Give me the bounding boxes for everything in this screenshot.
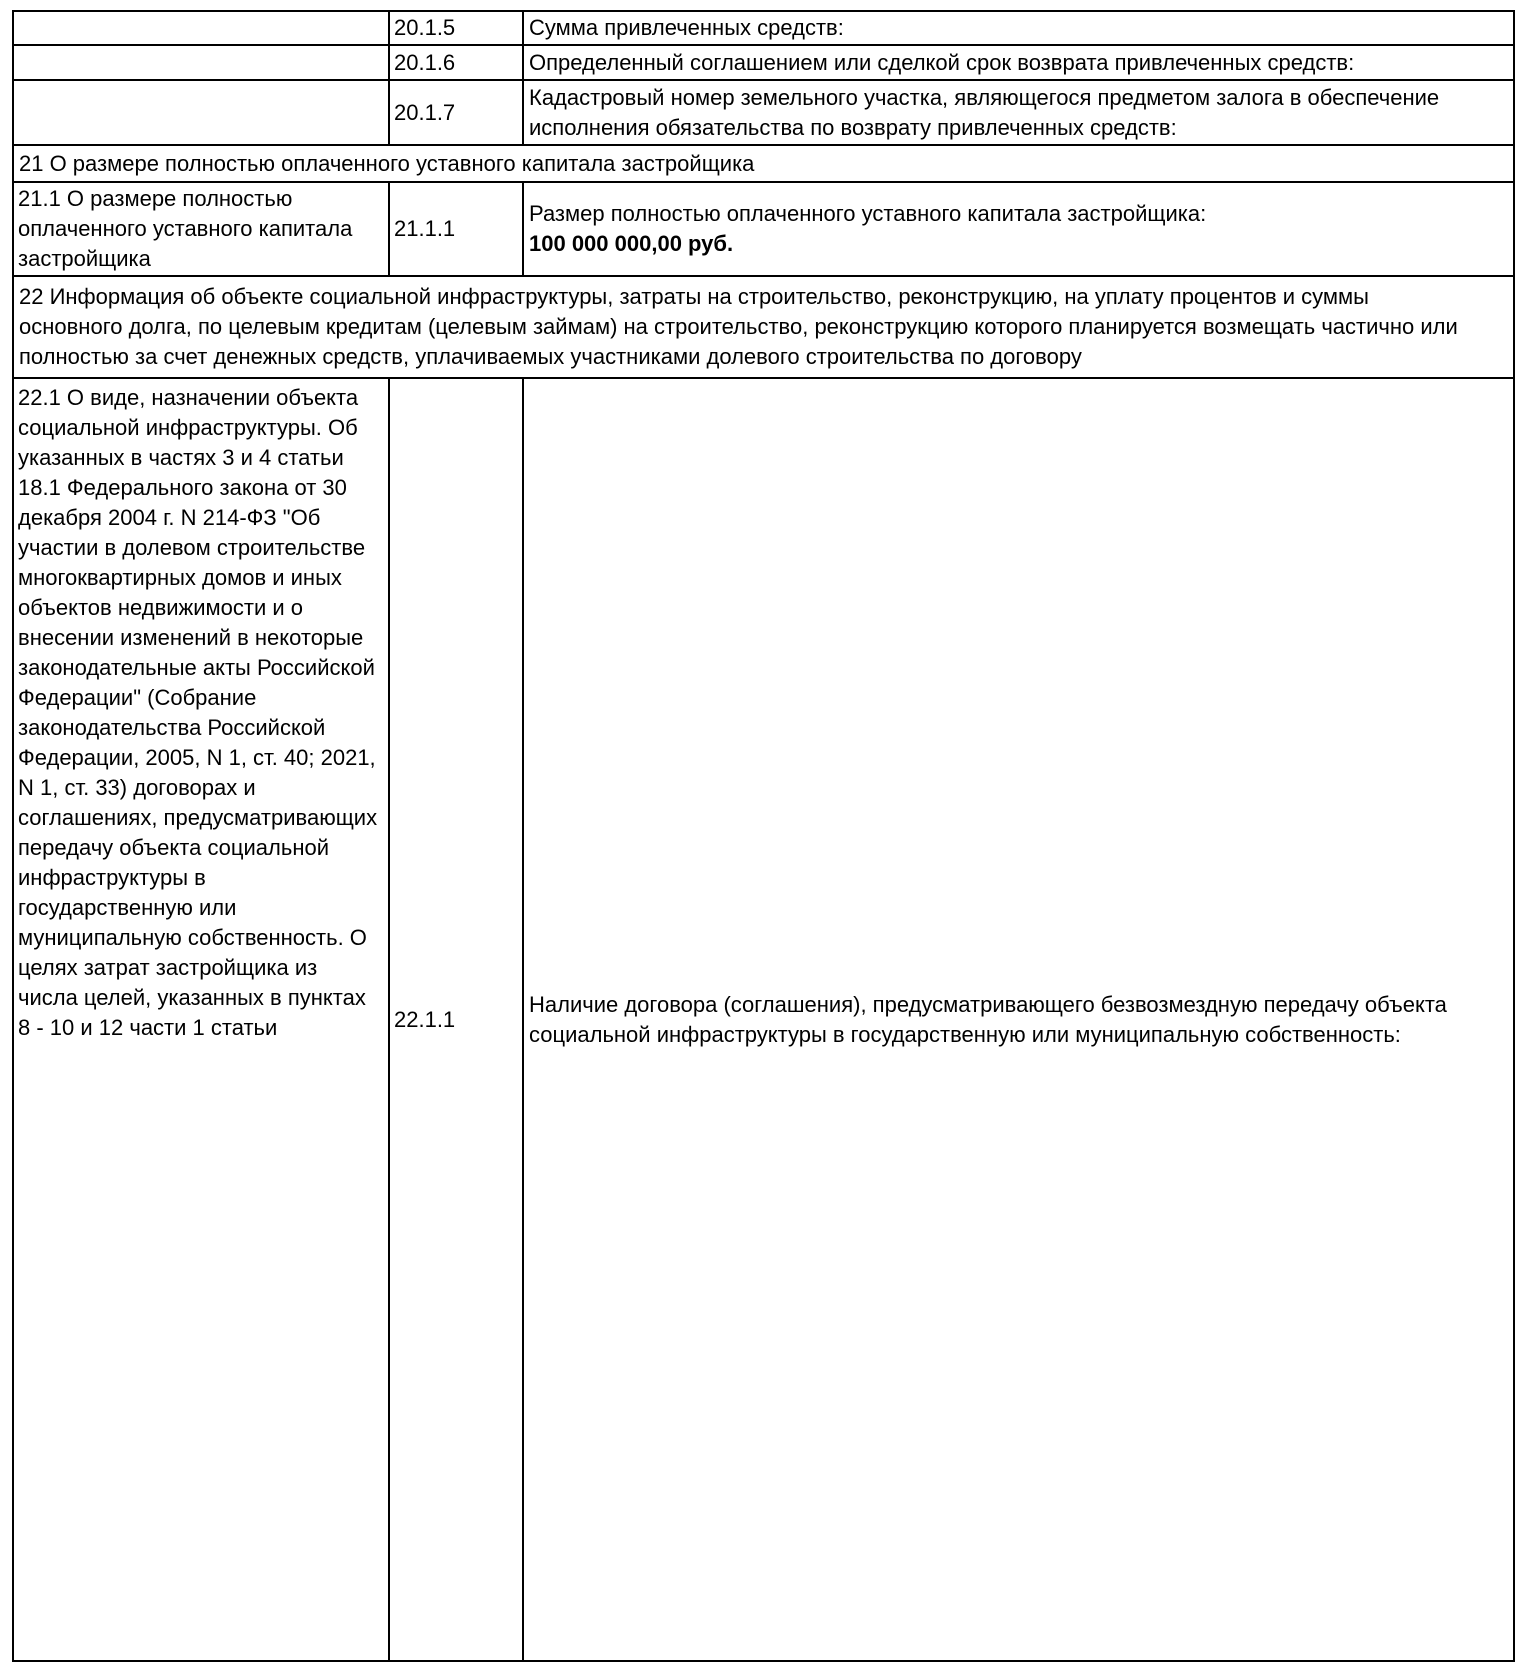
empty-label-cell [13,80,389,145]
declaration-table [12,10,1515,1662]
item-code: 22.1.1 [389,378,523,1661]
item-code: 20.1.6 [389,45,523,80]
section-row-21 [13,145,1514,182]
empty-label-cell [13,11,389,45]
item-content: Сумма привлеченных средств: [523,11,1514,45]
table-row-20-1-5 [13,11,1514,45]
empty-label-cell [13,45,389,80]
section-heading: 22 Информация об объекте социальной инфраструктуры, затраты на строительство, реконструкцию, на уплату процентов и суммы основного долга, по целевым кредитам (целевым займам) на строительство, реконструкцию которого планируется возмещать частично или полностью за счет денежных средств, уплачиваемых участниками долевого строительства по договору [13,276,1514,378]
table-row-20-1-6 [13,45,1514,80]
item-question: Размер полностью оплаченного уставного капитала застройщика: [529,201,1207,226]
item-code: 20.1.5 [389,11,523,45]
item-content: Определенный соглашением или сделкой срок возврата привлеченных средств: [523,45,1514,80]
table-row-20-1-7 [13,80,1514,145]
item-label: 21.1 О размере полностью оплаченного уставного капитала застройщика [13,182,389,276]
table-row-21-1 [13,182,1514,276]
item-label: 22.1 О виде, назначении объекта социальной инфраструктуры. Об указанных в частях 3 и 4 статьи 18.1 Федерального закона от 30 декабря 2004 г. N 214-ФЗ "Об участии в долевом строительстве многоквартирных домов и иных объектов недвижимости и о внесении изменений в некоторые законодательные акты Российской Федерации" (Собрание законодательства Российской Федерации, 2005, N 1, ст. 40; 2021, N 1, ст. 33) договорах и соглашениях, предусматривающих передачу объекта социальной инфраструктуры в государственную или муниципальную собственность. О целях затрат застройщика из числа целей, указанных в пунктах 8 - 10 и 12 части 1 статьи [13,378,389,1661]
table-row-22-1 [13,378,1514,1661]
item-content [523,182,1514,276]
item-content: Наличие договора (соглашения), предусматривающего безвозмездную передачу объекта социальной инфраструктуры в государственную или муниципальную собственность: [523,378,1514,1661]
item-value: 100 000 000,00 руб. [529,231,734,256]
section-heading: 21 О размере полностью оплаченного уставного капитала застройщика [13,145,1514,182]
item-code: 21.1.1 [389,182,523,276]
item-content: Кадастровый номер земельного участка, являющегося предметом залога в обеспечение исполнения обязательства по возврату привлеченных средств: [523,80,1514,145]
section-row-22 [13,276,1514,378]
item-code: 20.1.7 [389,80,523,145]
